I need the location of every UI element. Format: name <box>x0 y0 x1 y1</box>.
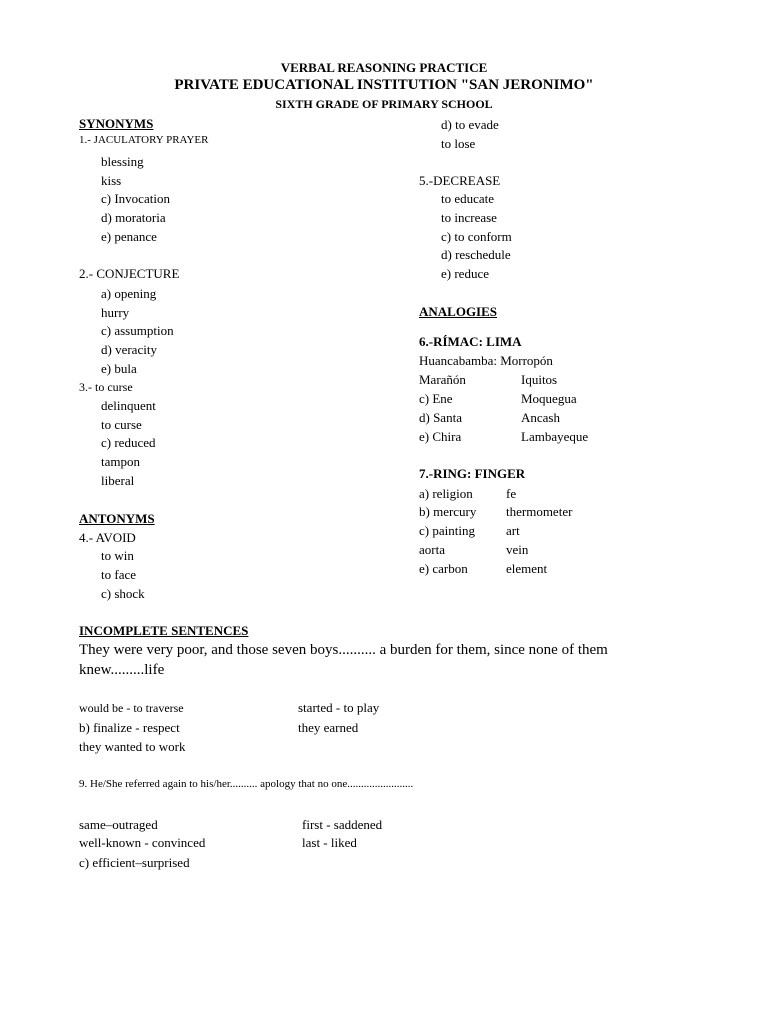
q6-option-left: Marañón <box>419 372 466 387</box>
q8-sentence-line1: They were very poor, and those seven boys.......... a burden for them, since none of them <box>79 642 608 658</box>
q6-option-right: Lambayeque <box>521 429 589 444</box>
q5-option: c) to conform <box>441 229 512 244</box>
q6-option-right: Moquegua <box>521 391 577 406</box>
q5-option: to increase <box>441 210 497 225</box>
q8-option: b) finalize - respect <box>79 720 180 735</box>
q8-option: started - to play <box>298 700 380 715</box>
q4-option: c) shock <box>101 586 145 601</box>
q7-option-left: a) religion <box>419 486 473 501</box>
q7-option-left: aorta <box>419 542 445 557</box>
q8-option: they earned <box>298 720 359 735</box>
q1-prompt: 1.- JACULATORY PRAYER <box>79 134 209 146</box>
q7-option-right: fe <box>506 486 517 501</box>
q2-option: a) opening <box>101 286 157 301</box>
q4-option: to face <box>101 567 137 582</box>
q6-option-left: d) Santa <box>419 410 462 425</box>
q7-option-left: c) painting <box>419 523 475 538</box>
q5-option: d) reschedule <box>441 247 511 262</box>
q6-option-left: c) Ene <box>419 391 453 406</box>
q4-option: to win <box>101 548 134 563</box>
q5-prompt: 5.-DECREASE <box>419 173 501 188</box>
q6-option-right: Ancash <box>521 410 560 425</box>
q3-option: tampon <box>101 454 140 469</box>
q9-option: same–outraged <box>79 817 158 832</box>
q3-option: delinquent <box>101 398 156 413</box>
q4-option: d) to evade <box>441 117 499 132</box>
q3-option: liberal <box>101 473 135 488</box>
q2-prompt: 2.- CONJECTURE <box>79 266 180 281</box>
q9-option: well-known - convinced <box>79 835 206 850</box>
synonyms-heading: SYNONYMS <box>79 116 154 131</box>
q1-option: blessing <box>101 154 144 169</box>
q7-option-left: e) carbon <box>419 561 468 576</box>
q9-option: first - saddened <box>302 817 383 832</box>
q7-option-right: element <box>506 561 548 576</box>
q5-option: to educate <box>441 191 495 206</box>
q7-option-left: b) mercury <box>419 504 477 519</box>
q5-option: e) reduce <box>441 266 489 281</box>
q1-option: d) moratoria <box>101 210 166 225</box>
q6-option-left: e) Chira <box>419 429 462 444</box>
q7-option-right: vein <box>506 542 529 557</box>
q3-prompt: 3.- to curse <box>79 380 133 394</box>
q9-option: last - liked <box>302 835 357 850</box>
q9-prompt: 9. He/She referred again to his/her.......... apology that no one........................ <box>79 778 414 790</box>
q1-option: e) penance <box>101 229 157 244</box>
q3-option: to curse <box>101 417 142 432</box>
doc-title: VERBAL REASONING PRACTICE <box>280 60 488 75</box>
q1-option: kiss <box>101 173 122 188</box>
q2-option: d) veracity <box>101 342 157 357</box>
q6-option-right: Iquitos <box>521 372 558 387</box>
q2-option: c) assumption <box>101 323 174 338</box>
q2-option: hurry <box>101 305 130 320</box>
q9-option: c) efficient–surprised <box>79 855 190 870</box>
incomplete-heading: INCOMPLETE SENTENCES <box>79 623 249 638</box>
q7-prompt: 7.-RING: FINGER <box>419 466 526 481</box>
analogies-heading: ANALOGIES <box>419 304 498 319</box>
q8-option: would be - to traverse <box>79 701 184 715</box>
doc-grade: SIXTH GRADE OF PRIMARY SCHOOL <box>275 97 493 111</box>
q7-option-right: thermometer <box>506 504 573 519</box>
antonyms-heading: ANTONYMS <box>79 511 155 526</box>
q8-option: they wanted to work <box>79 739 186 754</box>
q3-option: c) reduced <box>101 435 156 450</box>
q1-option: c) Invocation <box>101 191 170 206</box>
q4-prompt: 4.- AVOID <box>79 530 136 545</box>
doc-institution: PRIVATE EDUCATIONAL INSTITUTION "SAN JERONIMO" <box>174 77 594 93</box>
q2-option: e) bula <box>101 361 137 376</box>
q4-option: to lose <box>441 136 476 151</box>
q6-first-line: Huancabamba: Morropón <box>419 353 553 368</box>
q7-option-right: art <box>506 523 520 538</box>
q8-sentence-line2: knew.........life <box>79 662 165 678</box>
q6-prompt: 6.-RÍMAC: LIMA <box>419 334 522 349</box>
